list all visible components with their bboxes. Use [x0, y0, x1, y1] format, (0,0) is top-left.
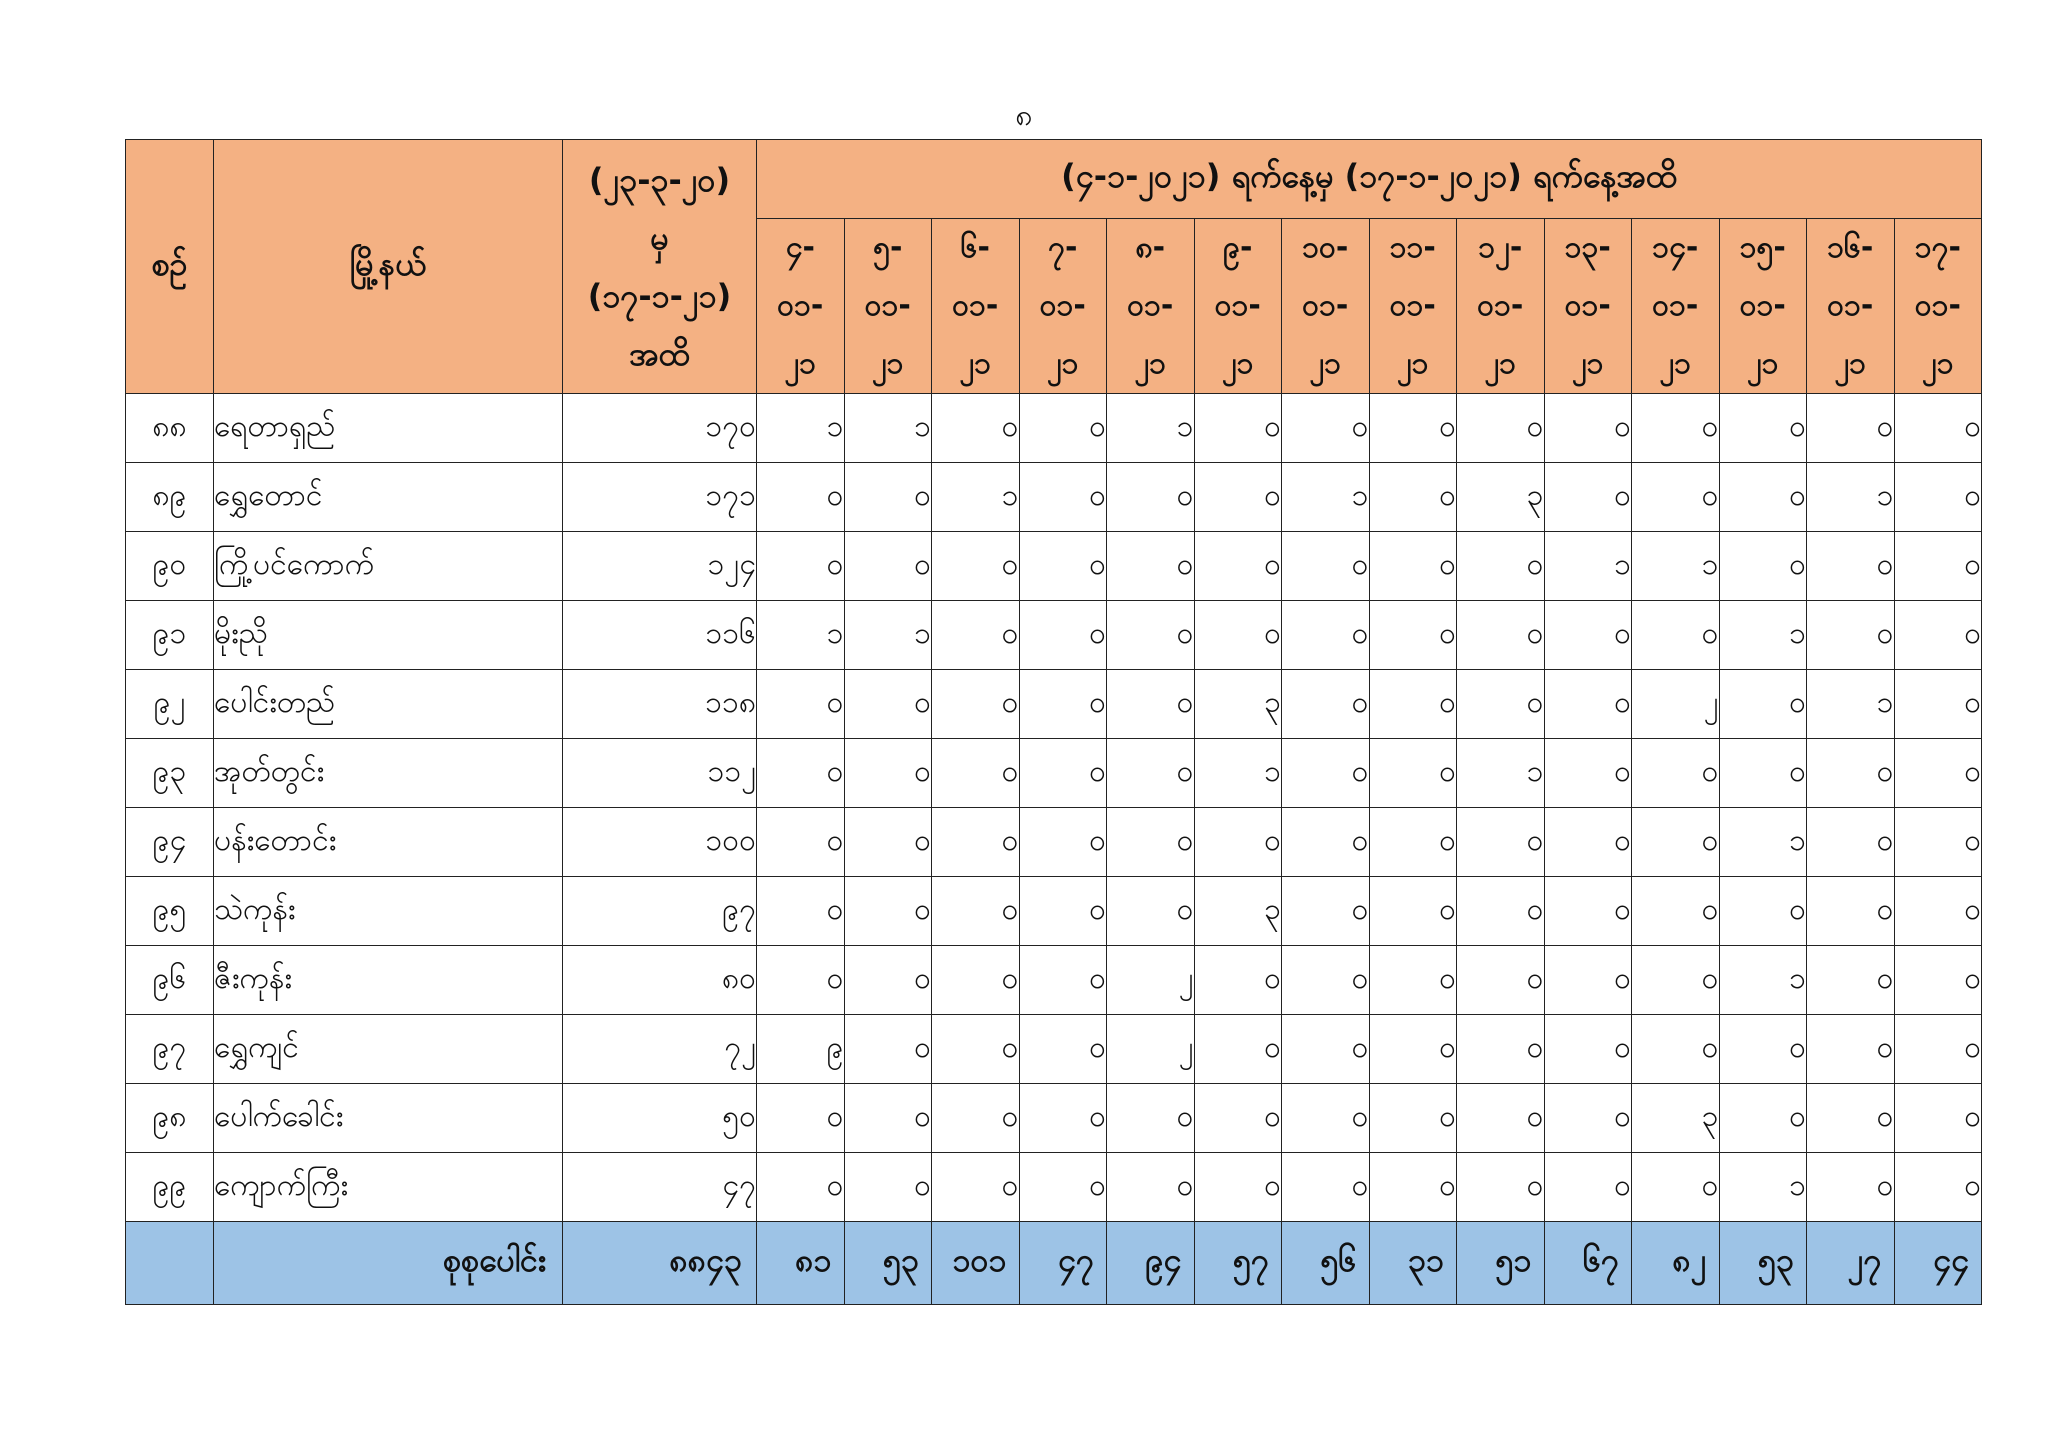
daily-count-cell: ၀ [1194, 808, 1282, 877]
daily-count-cell: ၀ [1807, 532, 1895, 601]
table-row [126, 394, 1982, 463]
daily-count-cell: ၀ [844, 808, 932, 877]
daily-count-cell: ၀ [1544, 808, 1632, 877]
daily-count-cell: ၀ [932, 808, 1020, 877]
daily-count-cell: ၀ [1194, 1084, 1282, 1153]
table-row [126, 670, 1982, 739]
daily-count-cell: ၀ [1194, 946, 1282, 1015]
daily-count-cell: ၀ [1194, 463, 1282, 532]
cumulative-cell: ၁၁၆ [563, 601, 757, 670]
daily-count-cell: ၁ [1719, 601, 1807, 670]
daily-count-cell: ၀ [1019, 808, 1107, 877]
daily-count-cell: ၀ [1457, 532, 1545, 601]
daily-count-cell: ၀ [1807, 877, 1895, 946]
daily-count-cell: ၀ [844, 1084, 932, 1153]
totals-daily-cell: ၈၁ [757, 1222, 845, 1305]
township-cell: ဇီးကုန်း [214, 946, 563, 1015]
daily-count-cell: ၀ [757, 1153, 845, 1222]
header-date: ၈- ၀၁- ၂၁ [1107, 219, 1195, 394]
daily-count-cell: ၀ [1369, 946, 1457, 1015]
header-date: ၁၃- ၀၁- ၂၁ [1544, 219, 1632, 394]
daily-count-cell: ၁ [1719, 1153, 1807, 1222]
township-cell: သဲကုန်း [214, 877, 563, 946]
daily-count-cell: ၀ [1019, 532, 1107, 601]
daily-count-cell: ၀ [1194, 394, 1282, 463]
cumulative-cell: ၄၇ [563, 1153, 757, 1222]
daily-count-cell: ၀ [844, 946, 932, 1015]
daily-count-cell: ၀ [1894, 1153, 1982, 1222]
header-date: ၁၄- ၀၁- ၂၁ [1632, 219, 1720, 394]
daily-count-cell: ၀ [757, 739, 845, 808]
cumulative-cell: ၈၀ [563, 946, 757, 1015]
daily-count-cell: ၀ [1632, 463, 1720, 532]
daily-count-cell: ၀ [932, 739, 1020, 808]
daily-count-cell: ၁ [1457, 739, 1545, 808]
header-date: ၁၁- ၀၁- ၂၁ [1369, 219, 1457, 394]
daily-count-cell: ၀ [1719, 1084, 1807, 1153]
daily-count-cell: ၀ [757, 877, 845, 946]
totals-daily-cell: ၅၆ [1282, 1222, 1370, 1305]
cumulative-cell: ၁၇၁ [563, 463, 757, 532]
totals-row [126, 1222, 1982, 1305]
daily-count-cell: ၀ [1019, 739, 1107, 808]
totals-label: စုစုပေါင်း [214, 1222, 563, 1305]
daily-count-cell: ၀ [1019, 946, 1107, 1015]
table-body [126, 394, 1982, 1305]
daily-count-cell: ၀ [1632, 946, 1720, 1015]
daily-count-cell: ၀ [1457, 1015, 1545, 1084]
daily-count-cell: ၀ [1894, 394, 1982, 463]
cumulative-cell: ၅၀ [563, 1084, 757, 1153]
daily-count-cell: ၁ [1807, 670, 1895, 739]
table-row [126, 463, 1982, 532]
daily-count-cell: ၀ [1544, 1153, 1632, 1222]
totals-daily-cell: ၃၁ [1369, 1222, 1457, 1305]
daily-count-cell: ၀ [1019, 1153, 1107, 1222]
daily-count-cell: ၀ [1019, 394, 1107, 463]
daily-count-cell: ၀ [932, 1153, 1020, 1222]
serial-cell: ၉၂ [126, 670, 214, 739]
daily-count-cell: ၀ [1894, 877, 1982, 946]
header-township: မြို့နယ် [214, 140, 563, 394]
daily-count-cell: ၀ [1894, 808, 1982, 877]
daily-count-cell: ၀ [1894, 532, 1982, 601]
daily-count-cell: ၀ [1807, 1015, 1895, 1084]
daily-count-cell: ၀ [1282, 1153, 1370, 1222]
daily-count-cell: ၀ [1369, 739, 1457, 808]
daily-count-cell: ၀ [932, 877, 1020, 946]
daily-count-cell: ၀ [1282, 670, 1370, 739]
daily-count-cell: ၀ [1719, 739, 1807, 808]
daily-count-cell: ၂ [1632, 670, 1720, 739]
daily-count-cell: ၀ [757, 1084, 845, 1153]
header-date: ၅- ၀၁- ၂၁ [844, 219, 932, 394]
daily-count-cell: ၀ [1282, 946, 1370, 1015]
daily-count-cell: ၀ [1107, 877, 1195, 946]
daily-count-cell: ၀ [1457, 1153, 1545, 1222]
daily-count-cell: ၀ [1369, 1153, 1457, 1222]
serial-cell: ၉၅ [126, 877, 214, 946]
daily-count-cell: ၀ [1282, 394, 1370, 463]
daily-count-cell: ၀ [1544, 1015, 1632, 1084]
daily-count-cell: ၀ [844, 532, 932, 601]
header-date: ၁၇- ၀၁- ၂၁ [1894, 219, 1982, 394]
daily-count-cell: ၀ [844, 1153, 932, 1222]
daily-count-cell: ၁ [844, 601, 932, 670]
daily-count-cell: ၀ [1369, 877, 1457, 946]
daily-count-cell: ၀ [1807, 601, 1895, 670]
daily-count-cell: ၀ [844, 670, 932, 739]
daily-count-cell: ၀ [1107, 1084, 1195, 1153]
daily-count-cell: ၀ [1019, 463, 1107, 532]
daily-count-cell: ၀ [844, 739, 932, 808]
header-date: ၄- ၀၁- ၂၁ [757, 219, 845, 394]
township-cell: ပေါက်ခေါင်း [214, 1084, 563, 1153]
serial-cell: ၉၃ [126, 739, 214, 808]
daily-count-cell: ၀ [1019, 1084, 1107, 1153]
table-row [126, 532, 1982, 601]
totals-daily-cell: ၅၃ [1719, 1222, 1807, 1305]
daily-count-cell: ၀ [1369, 601, 1457, 670]
daily-count-cell: ၀ [1019, 1015, 1107, 1084]
daily-count-cell: ၀ [757, 670, 845, 739]
daily-count-cell: ၀ [757, 946, 845, 1015]
daily-count-cell: ၃ [1457, 463, 1545, 532]
header-serial: စဉ် [126, 140, 214, 394]
daily-count-cell: ၀ [1544, 463, 1632, 532]
daily-count-cell: ၀ [844, 877, 932, 946]
totals-daily-cell: ၆၇ [1544, 1222, 1632, 1305]
header-date: ၇- ၀၁- ၂၁ [1019, 219, 1107, 394]
daily-count-cell: ၀ [1894, 1084, 1982, 1153]
daily-count-cell: ၁ [1544, 532, 1632, 601]
daily-count-cell: ၃ [1632, 1084, 1720, 1153]
daily-count-cell: ၀ [1457, 877, 1545, 946]
totals-cumulative: ၈၈၄၃ [563, 1222, 757, 1305]
daily-count-cell: ၀ [1457, 808, 1545, 877]
township-cell: ပေါင်းတည် [214, 670, 563, 739]
header-date: ၁၆- ၀၁- ၂၁ [1807, 219, 1895, 394]
serial-cell: ၉၀ [126, 532, 214, 601]
covid-township-table [125, 139, 1982, 1305]
daily-count-cell: ၁ [1719, 808, 1807, 877]
daily-count-cell: ၀ [1894, 739, 1982, 808]
daily-count-cell: ၀ [1632, 808, 1720, 877]
daily-count-cell: ၀ [1544, 739, 1632, 808]
township-cell: ရေတာရှည် [214, 394, 563, 463]
daily-count-cell: ၀ [1544, 601, 1632, 670]
daily-count-cell: ၀ [1282, 532, 1370, 601]
daily-count-cell: ၀ [1107, 1153, 1195, 1222]
township-cell: ကျောက်ကြီး [214, 1153, 563, 1222]
header-date: ၁၅- ၀၁- ၂၁ [1719, 219, 1807, 394]
daily-count-cell: ၀ [1632, 394, 1720, 463]
table-row [126, 1015, 1982, 1084]
daily-count-cell: ၀ [1632, 739, 1720, 808]
daily-count-cell: ၀ [932, 946, 1020, 1015]
township-cell: မိုးညို [214, 601, 563, 670]
township-cell: ကြို့ပင်ကောက် [214, 532, 563, 601]
table-row [126, 739, 1982, 808]
daily-count-cell: ၀ [932, 394, 1020, 463]
daily-count-cell: ၀ [932, 532, 1020, 601]
daily-count-cell: ၀ [1457, 946, 1545, 1015]
daily-count-cell: ၀ [844, 463, 932, 532]
daily-count-cell: ၀ [1107, 739, 1195, 808]
serial-cell: ၈၉ [126, 463, 214, 532]
daily-count-cell: ၀ [1369, 808, 1457, 877]
table-row [126, 877, 1982, 946]
daily-count-cell: ၁ [844, 394, 932, 463]
daily-count-cell: ၀ [1544, 1084, 1632, 1153]
daily-count-cell: ၀ [1807, 394, 1895, 463]
daily-count-cell: ၀ [1807, 946, 1895, 1015]
daily-count-cell: ၀ [932, 670, 1020, 739]
daily-count-cell: ၀ [1807, 1084, 1895, 1153]
totals-daily-cell: ၉၄ [1107, 1222, 1195, 1305]
daily-count-cell: ၀ [1282, 601, 1370, 670]
daily-count-cell: ၀ [1282, 808, 1370, 877]
daily-count-cell: ၀ [1019, 601, 1107, 670]
totals-daily-cell: ၅၃ [844, 1222, 932, 1305]
daily-count-cell: ၀ [1719, 532, 1807, 601]
daily-count-cell: ၀ [1807, 1153, 1895, 1222]
daily-count-cell: ၀ [1194, 1153, 1282, 1222]
daily-count-cell: ၀ [1807, 739, 1895, 808]
serial-cell: ၉၄ [126, 808, 214, 877]
daily-count-cell: ၀ [1107, 463, 1195, 532]
daily-count-cell: ၁ [1107, 394, 1195, 463]
daily-count-cell: ၀ [1632, 877, 1720, 946]
daily-count-cell: ၀ [1894, 946, 1982, 1015]
daily-count-cell: ၀ [757, 463, 845, 532]
daily-count-cell: ၀ [932, 601, 1020, 670]
daily-count-cell: ၀ [1544, 394, 1632, 463]
daily-count-cell: ၁ [932, 463, 1020, 532]
daily-count-cell: ၀ [1194, 1015, 1282, 1084]
daily-count-cell: ၀ [1457, 670, 1545, 739]
daily-count-cell: ၀ [1107, 532, 1195, 601]
daily-count-cell: ၀ [1369, 394, 1457, 463]
daily-count-cell: ၂ [1107, 1015, 1195, 1084]
daily-count-cell: ၀ [1719, 877, 1807, 946]
table-row [126, 946, 1982, 1015]
serial-cell: ၉၉ [126, 1153, 214, 1222]
daily-count-cell: ၀ [1369, 670, 1457, 739]
daily-count-cell: ၀ [1282, 877, 1370, 946]
daily-count-cell: ၉ [757, 1015, 845, 1084]
daily-count-cell: ၁ [1632, 532, 1720, 601]
totals-daily-cell: ၁၀၁ [932, 1222, 1020, 1305]
township-cell: ပန်းတောင်း [214, 808, 563, 877]
daily-count-cell: ၀ [1107, 601, 1195, 670]
daily-count-cell: ၀ [1544, 946, 1632, 1015]
daily-count-cell: ၀ [1194, 532, 1282, 601]
table-row [126, 1084, 1982, 1153]
serial-cell: ၉၈ [126, 1084, 214, 1153]
daily-count-cell: ၃ [1194, 877, 1282, 946]
daily-count-cell: ၁ [1719, 946, 1807, 1015]
township-cell: ရွှေတောင် [214, 463, 563, 532]
cumulative-cell: ၁၁၂ [563, 739, 757, 808]
daily-count-cell: ၀ [1369, 463, 1457, 532]
totals-daily-cell: ၈၂ [1632, 1222, 1720, 1305]
header-date: ၉- ၀၁- ၂၁ [1194, 219, 1282, 394]
daily-count-cell: ၀ [1719, 463, 1807, 532]
totals-daily-cell: ၅၁ [1457, 1222, 1545, 1305]
daily-count-cell: ၀ [1894, 601, 1982, 670]
totals-daily-cell: ၂၇ [1807, 1222, 1895, 1305]
cumulative-cell: ၉၇ [563, 877, 757, 946]
daily-count-cell: ၁ [1282, 463, 1370, 532]
daily-count-cell: ၀ [1369, 1084, 1457, 1153]
township-cell: ရွှေကျင် [214, 1015, 563, 1084]
daily-count-cell: ၁ [1807, 463, 1895, 532]
daily-count-cell: ၀ [1719, 1015, 1807, 1084]
daily-count-cell: ၀ [1457, 394, 1545, 463]
totals-daily-cell: ၄၇ [1019, 1222, 1107, 1305]
serial-cell: ၉၁ [126, 601, 214, 670]
daily-count-cell: ၂ [1107, 946, 1195, 1015]
header-date: ၆- ၀၁- ၂၁ [932, 219, 1020, 394]
daily-count-cell: ၀ [1019, 670, 1107, 739]
daily-count-cell: ၁ [757, 394, 845, 463]
cumulative-cell: ၇၂ [563, 1015, 757, 1084]
cumulative-cell: ၁၀၀ [563, 808, 757, 877]
page-number: ၈ [1015, 98, 1033, 133]
daily-count-cell: ၀ [1369, 532, 1457, 601]
totals-daily-cell: ၅၇ [1194, 1222, 1282, 1305]
daily-count-cell: ၀ [1107, 808, 1195, 877]
daily-count-cell: ၀ [932, 1015, 1020, 1084]
daily-count-cell: ၀ [932, 1084, 1020, 1153]
daily-count-cell: ၀ [1894, 670, 1982, 739]
daily-count-cell: ၀ [1282, 1084, 1370, 1153]
daily-count-cell: ၀ [1544, 670, 1632, 739]
daily-count-cell: ၀ [1282, 739, 1370, 808]
table-row [126, 808, 1982, 877]
daily-count-cell: ၀ [1894, 1015, 1982, 1084]
daily-count-cell: ၀ [1632, 1015, 1720, 1084]
daily-count-cell: ၀ [1719, 394, 1807, 463]
daily-count-cell: ၀ [1894, 463, 1982, 532]
daily-count-cell: ၀ [844, 1015, 932, 1084]
totals-serial-blank [126, 1222, 214, 1305]
header-cumulative: (၂၃-၃-၂၀) မှ (၁၇-၁-၂၁) အထိ [563, 140, 757, 394]
daily-count-cell: ၁ [1194, 739, 1282, 808]
serial-cell: ၉၆ [126, 946, 214, 1015]
daily-count-cell: ၀ [1194, 601, 1282, 670]
serial-cell: ၉၇ [126, 1015, 214, 1084]
cumulative-cell: ၁၂၄ [563, 532, 757, 601]
cumulative-cell: ၁၁၈ [563, 670, 757, 739]
township-cell: အုတ်တွင်း [214, 739, 563, 808]
daily-count-cell: ၀ [1369, 1015, 1457, 1084]
daily-count-cell: ၀ [1107, 670, 1195, 739]
daily-count-cell: ၀ [1632, 1153, 1720, 1222]
table-row [126, 601, 1982, 670]
daily-count-cell: ၀ [1282, 1015, 1370, 1084]
daily-count-cell: ၀ [1457, 601, 1545, 670]
totals-daily-cell: ၄၄ [1894, 1222, 1982, 1305]
daily-count-cell: ၀ [1019, 877, 1107, 946]
daily-count-cell: ၀ [1632, 601, 1720, 670]
daily-count-cell: ၀ [1807, 808, 1895, 877]
header-date: ၁၂- ၀၁- ၂၁ [1457, 219, 1545, 394]
header-date: ၁၀- ၀၁- ၂၁ [1282, 219, 1370, 394]
daily-count-cell: ၀ [1719, 670, 1807, 739]
header-date-range: (၄-၁-၂၀၂၁) ရက်နေ့မှ (၁၇-၁-၂၀၂၁) ရက်နေ့အထိ [757, 140, 1982, 219]
daily-count-cell: ၁ [757, 601, 845, 670]
daily-count-cell: ၃ [1194, 670, 1282, 739]
daily-count-cell: ၀ [757, 532, 845, 601]
daily-count-cell: ၀ [1544, 877, 1632, 946]
serial-cell: ၈၈ [126, 394, 214, 463]
cumulative-cell: ၁၇၀ [563, 394, 757, 463]
table-row [126, 1153, 1982, 1222]
daily-count-cell: ၀ [1457, 1084, 1545, 1153]
daily-count-cell: ၀ [757, 808, 845, 877]
